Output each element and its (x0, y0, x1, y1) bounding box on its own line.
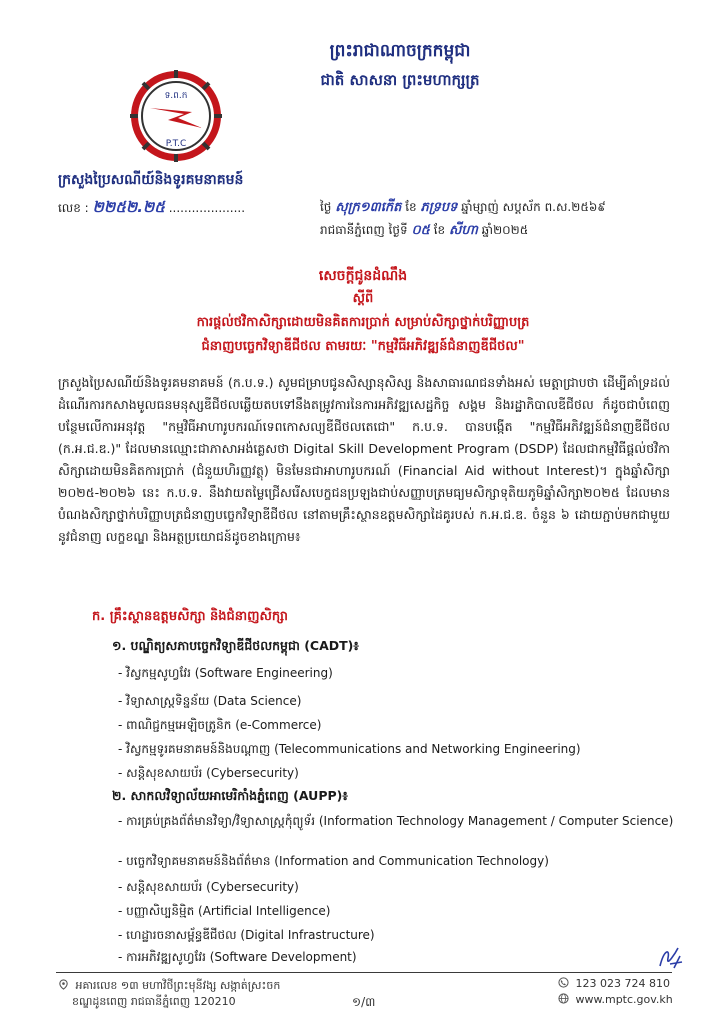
globe-icon (558, 993, 569, 1004)
date-block (320, 196, 680, 242)
kingdom-header (250, 40, 550, 93)
lunar-date-line: ថ្ងៃ សុក្រ១៣កើត ខែ ភទ្របទ ឆ្នាំម្សាញ់ សប្តស័ក ព.ស.២៥៦៩ (320, 200, 606, 215)
address-line1: អគារលេខ ១៣ មហាវិថីព្រះមុនីវង្ស សង្កាត់ស្រះចក (75, 979, 281, 992)
notice-subject-label: ស្តីពី (352, 291, 374, 306)
program-item: - បច្ចេកវិទ្យាគមនាគមន៍និងព័ត៌មាន (Information and Communication Technology) (118, 854, 549, 868)
page-number: ១/៣ (352, 995, 376, 1009)
institution-aupp: ២. សាកលវិទ្យាល័យអាមេរិកាំងភ្នំពេញ (AUPP)៖ (112, 788, 348, 803)
program-item: - ពាណិជ្ជកម្មអេឡិចត្រូនិក (e-Commerce) (118, 718, 322, 732)
phone-icon (558, 977, 569, 988)
ref-dots: .................... (168, 201, 246, 215)
program-item: - សន្តិសុខសាយប័រ (Cybersecurity) (118, 766, 299, 780)
program-item: - វិទ្យាសាស្ត្រទិន្នន័យ (Data Science) (118, 694, 302, 708)
ministry-logo-icon (128, 68, 224, 164)
website-link[interactable]: www.mptc.gov.kh (575, 993, 673, 1006)
ref-number: ២២៥២.២៥ (92, 198, 165, 216)
notice-title: សេចក្តីជូនដំណឹង (318, 268, 408, 284)
section-a-heading: ក. គ្រឹះស្ថានឧត្តមសិក្សា និងជំនាញសិក្សា (92, 609, 288, 624)
location-pin-icon (58, 979, 69, 990)
program-item: - ហេដ្ឋារចនាសម្ព័ន្ធឌីជីថល (Digital Infrastructure) (118, 928, 375, 942)
solar-date: ០៥ (411, 223, 430, 238)
solar-date-line: រាជធានីភ្នំពេញ ថ្ងៃទី ០៥ ខែ សីហា ឆ្នាំ២០២៥ (320, 223, 529, 238)
program-item: - ការគ្រប់គ្រងព័ត៌មានវិទ្យា/វិទ្យាសាស្ត្រកុំព្យូទ័រ (Information Technology Management / Computer Science) (118, 814, 674, 828)
lunar-month: ភទ្របទ (420, 200, 458, 215)
logo-text-bottom: P.T.C (165, 139, 187, 149)
logo-text-top: ទ.ព.ក (164, 91, 188, 101)
notice-subject-line2: ជំនាញបច្ចេកវិទ្យាឌីជីថល តាមរយៈ "កម្មវិធីអភិវឌ្ឍន៍ជំនាញឌីជីថល" (201, 339, 525, 354)
ref-label: លេខ : (58, 201, 89, 215)
kingdom-title: ព្រះរាជាណាចក្រកម្ពុជា (329, 41, 471, 61)
program-item: - សន្តិសុខសាយប័រ (Cybersecurity) (118, 880, 299, 894)
lunar-day: សុក្រ១៣កើត (335, 200, 402, 215)
footer-divider (56, 972, 672, 973)
program-item: - វិស្វកម្មសូហ្វវែរ (Software Engineering) (118, 666, 333, 680)
phone-number: 123 023 724 810 (575, 977, 670, 990)
initial-signature-icon (656, 944, 686, 972)
institution-cadt: ១. បណ្ឌិត្យសភាបច្ចេកវិទ្យាឌីជីថលកម្ពុជា (CADT)៖ (112, 638, 359, 653)
national-motto: ជាតិ សាសនា ព្រះមហាក្សត្រ (320, 71, 480, 89)
footer-address (58, 978, 280, 1010)
footer-contact (558, 976, 673, 1008)
program-item: - វិស្វកម្មទូរគមនាគមន៍និងបណ្តាញ (Telecommunications and Networking Engineering) (118, 742, 581, 756)
notice-subject-line1: ការផ្តល់ថវិកាសិក្សាដោយមិនគិតការប្រាក់ សម្រាប់សិក្សាថ្នាក់បរិញ្ញាបត្រ (196, 315, 530, 330)
ministry-name: ក្រសួងប្រៃសណីយ៍និងទូរគមនាគមន៍ (58, 172, 244, 188)
solar-month: សីហា (448, 223, 478, 238)
program-item: - បញ្ញាសិប្បនិម្មិត (Artificial Intelligence) (118, 904, 331, 918)
program-item: - ការអភិវឌ្ឍសូហ្វវែរ (Software Development) (118, 950, 357, 964)
notice-body-paragraph: ក្រសួងប្រៃសណីយ៍និងទូរគមនាគមន៍ (ក.ប.ទ.) សូមជម្រាបជូនសិស្សានុសិស្ស និងសាធារណជនទាំងអស់ មេត្តាជ្រាបថា ដើម្បីគាំទ្រដល់ដំណើរការកសាងមូលធនមនុស្សឌីជីថលឆ្លើយតបទៅនឹងតម្រូវការនៃការអភិវឌ្ឍសេដ្ឋកិច្ច សង្គម និងរដ្ឋាភិបាលឌីជីថល ក៏ដូចជាបំពេញបន្ថែមលើការអនុវត្ត "កម្មវិធីអាហារូបករណ៍ទេពកោសល្យឌីជីថលតេជោ" ក.ប.ទ. បានបង្កើត "កម្មវិធីអភិវឌ្ឍន៍ជំនាញឌីជីថល (ក.អ.ជ.ឌ.)" ដែលមានឈ្មោះជាភាសាអង់គ្លេសថា Digital Skill Development Program (DSDP) ដែលជាកម្មវិធីផ្តល់ថវិកាសិក្សាដោយមិនគិតការប្រាក់ (ជំនួយហិរញ្ញវត្ថុ) មិនមែនជាអាហារូបករណ៍ (Financial Aid without Interest)។ ក្នុងឆ្នាំសិក្សា ២០២៥-២០២៦ នេះ ក.ប.ទ. នឹងវាយតម្លៃជ្រើសរើសបេក្ខជនប្រឡងជាប់សញ្ញាបត្រមធ្យមសិក្សាទុតិយភូមិឆ្នាំសិក្សា២០២៥ ដែលមានបំណងសិក្សាថ្នាក់បរិញ្ញាបត្រជំនាញបច្ចេកវិទ្យាឌីជីថល នៅតាមគ្រឹះស្ថានឧត្តមសិក្សាដៃគូរបស់ ក.អ.ជ.ឌ. ចំនួន ៦ ដោយភ្ជាប់មកជាមួយនូវជំនាញ លក្ខខណ្ឌ និងអត្ថប្រយោជន៍ដូចខាងក្រោម៖ (58, 375, 670, 544)
address-line2: ខណ្ឌដូនពេញ រាជធានីភ្នំពេញ 120210 (72, 995, 236, 1008)
